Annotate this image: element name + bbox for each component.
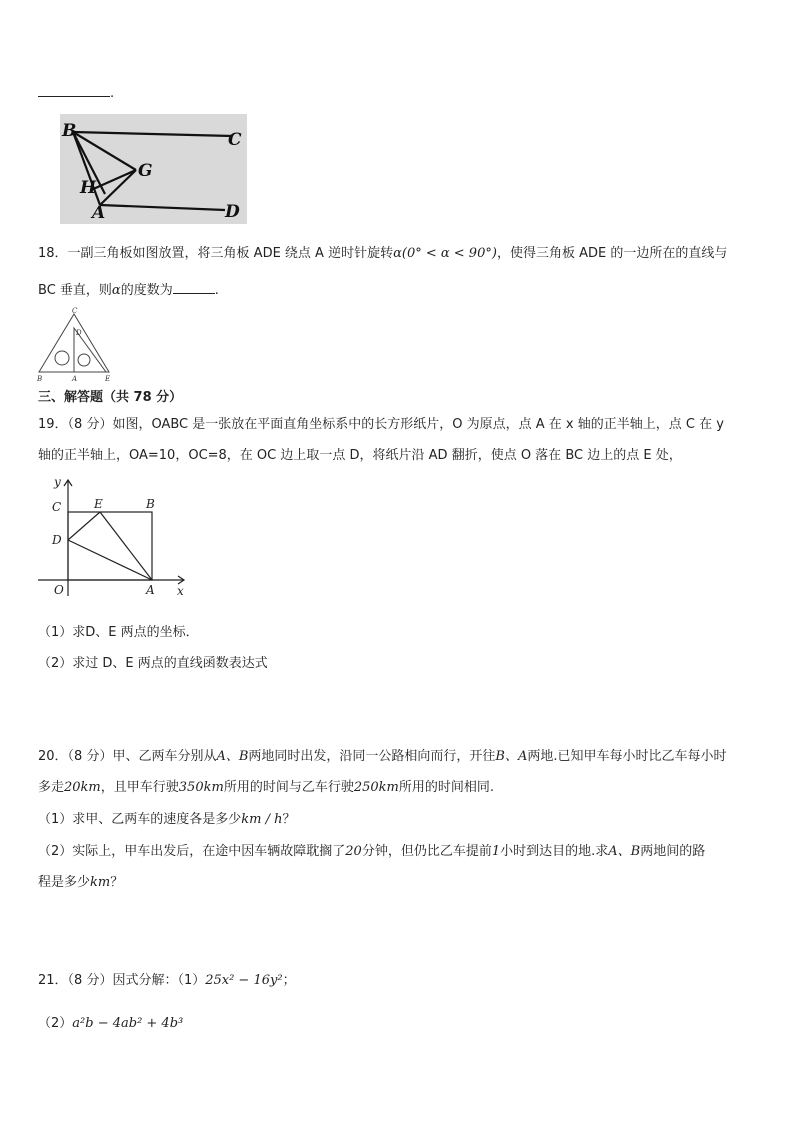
label-d: D [52,533,62,547]
q20-part-2: （2）实际上，甲车出发后，在途中因车辆故障耽搁了20分钟，但仍比乙车提前1小时到达目的地.求A、B两地间的路 [38,844,706,859]
q19-line-2: 轴的正半轴上，OA=10，OC=8，在 OC 边上取一点 D，将纸片沿 AD 翻折，使点 O 落在 BC 边上的点 E 处， [38,448,682,463]
label-c: C [72,307,78,315]
label-c: C [52,500,62,514]
segment-de [68,512,100,540]
q19-part-1: （1）求D、E 两点的坐标． [38,625,199,640]
q19-coordinate-figure [34,472,194,602]
label-d: D [225,202,240,222]
q18-line-1: 18．一副三角板如图放置，将三角板 ADE 绕点 A 逆时针旋转α(0° < α < 90°)，使得三角板 ADE 的一边所在的直线与 [38,246,728,261]
answer-blank [38,84,110,97]
label-o: O [54,583,64,597]
label-d: D [76,329,82,337]
q18-line-2: BC 垂直，则α的度数为 . [38,283,219,298]
circle-left [55,351,69,365]
q20-line-1: 20．（8 分）甲、乙两车分别从A、B两地同时出发，沿同一公路相向而行，开往B、A两地.已知甲车每小时比乙车每小时 [38,749,727,764]
q20-part-1: （1）求甲、乙两车的速度各是多少km / h？ [38,812,296,827]
section-heading: 三、解答题（共 78 分） [38,390,183,405]
q19-part-2: （2）求过 D、E 两点的直线函数表达式 [38,656,268,671]
q19-line-1: 19．（8 分）如图，OABC 是一张放在平面直角坐标系中的长方形纸片，O 为原点，点 A 在 x 轴的正半轴上，点 C 在 y [38,417,724,432]
label-e: E [105,375,111,383]
label-y: y [54,475,61,489]
q21-part-2: （2）a²b − 4ab² + 4b³ [38,1016,184,1031]
segment-ea [100,512,152,580]
q21-line-1: 21．（8 分）因式分解：（1）25x² − 16y²； [38,973,296,988]
label-b: B [37,375,43,383]
answer-blank [173,281,215,294]
label-h: H [80,178,97,198]
q18-figure [36,306,116,384]
label-a: A [92,203,106,223]
label-c: C [228,130,242,150]
q20-line-2: 多走20km，且甲车行驶350km所用的时间与乙车行驶250km所用的时间相同. [38,780,494,795]
label-b: B [62,121,77,141]
circle-right [78,354,90,366]
label-g: G [138,161,153,181]
label-b: B [146,497,155,511]
segment-da [68,540,152,580]
label-e: E [94,497,103,511]
q20-part-2-continued: 程是多少km？ [38,875,124,890]
q17-figure [60,114,247,224]
label-a: A [72,375,78,383]
q17-answer-blank-line: . [38,84,114,103]
label-x: x [177,584,184,598]
label-a: A [146,583,155,597]
